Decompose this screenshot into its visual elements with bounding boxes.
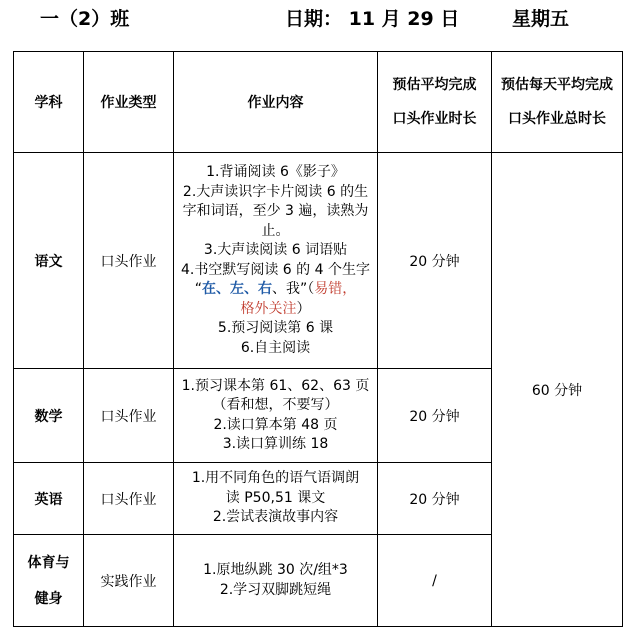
time-cell: / [378,535,492,627]
subject-line2: 健身 [34,590,63,607]
content-line: 1.预习课本第 61、62、63 页 [181,377,370,394]
time-cell: 20 分钟 [378,463,492,535]
date-label: 日期： 11 月 29 日 [285,8,460,30]
subject-cell: 数学 [14,369,84,463]
type-cell: 实践作业 [84,535,174,627]
col-header-daily-total-line1: 预估每天平均完成 [501,77,613,93]
content-cell [174,369,378,463]
content-line-highlight [174,280,377,300]
content-line-highlight [174,300,377,320]
col-header-avg-time-line1: 预估平均完成 [392,77,477,93]
warning-text: 格外关注 [240,300,297,317]
content-line: 2.大声读识字卡片阅读 6 的生 [182,183,369,200]
content-line: 4.书空默写阅读 6 的 4 个生字 [181,261,370,278]
highlighted-characters: 在、左、右 [202,281,272,297]
type-cell: 口头作业 [84,153,174,369]
type-cell: 口头作业 [84,463,174,535]
content-line: 2.尝试表演故事内容 [212,509,339,526]
col-header-daily-total-line2: 口头作业总时长 [508,111,606,127]
content-line: 2.学习双脚跳短绳 [219,581,332,598]
col-header-avg-time [378,52,492,153]
col-header-avg-time-line2: 口头作业时长 [392,111,477,127]
time-cell: 20 分钟 [378,153,492,369]
page-header [0,4,637,40]
homework-table [13,51,623,627]
col-header-daily-total [492,52,623,153]
content-line: 2.读口算本第 48 页 [213,416,338,433]
type-cell: 口头作业 [84,369,174,463]
subject-cell: 英语 [14,463,84,535]
table-row [14,153,623,369]
subject-cell: 语文 [14,153,84,369]
warning-text: 易错， [314,281,357,297]
quote-open: “ [194,281,202,297]
content-line: 6.自主阅读 [240,339,311,356]
header-row [14,52,623,153]
content-cell [174,153,378,369]
weekday-label: 星期五 [512,8,570,30]
content-cell [174,535,378,627]
content-line: 止。 [261,222,290,239]
content-line: （看和想，不要写） [212,397,339,413]
content-line: 字和词语，至少 3 遍，读熟为 [182,203,369,219]
subject-cell [14,535,84,627]
col-header-subject: 学科 [14,52,84,153]
class-label: 一（2）班 [40,8,130,30]
content-cell [174,463,378,535]
content-line: 3.大声读阅读 6 词语贴 [203,242,348,258]
subject-line1: 体育与 [27,554,70,571]
col-header-type: 作业类型 [84,52,174,153]
close-paren: ） [296,300,311,317]
content-line: 5.预习阅读第 6 课 [217,320,334,336]
content-line: 3.读口算训练 18 [222,436,329,452]
content-line: 1.用不同角色的语气语调朗 [191,470,360,487]
content-line: 读 P50,51 课文 [225,489,326,506]
daily-total-cell: 60 分钟 [492,153,623,627]
col-header-content: 作业内容 [174,52,378,153]
content-line: 1.背诵阅读 6《影子》 [206,164,345,180]
separator-text: 、我”（ [272,281,315,297]
content-line: 1.原地纵跳 30 次/组*3 [203,562,348,578]
time-cell: 20 分钟 [378,369,492,463]
